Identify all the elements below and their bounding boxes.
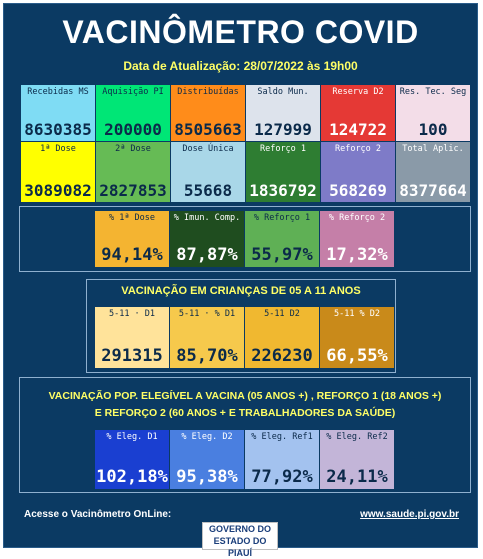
cell-label: 5-11 % D2 xyxy=(333,309,381,319)
children-d2-cell xyxy=(245,307,319,368)
cell-value: 77,92% xyxy=(251,467,313,487)
cell-value: 2827853 xyxy=(99,181,167,200)
received-ms-cell xyxy=(21,85,95,141)
cell-value: 291315 xyxy=(101,346,163,366)
cell-label: Reforço 2 xyxy=(334,144,382,154)
logo-line-1: GOVERNO DO xyxy=(208,524,271,534)
children-panel-title: VACINAÇÃO EM CRIANÇAS DE 05 A 11 ANOS xyxy=(121,285,361,297)
government-logo xyxy=(202,522,278,558)
cell-label: 5-11 D2 xyxy=(264,309,300,319)
cell-label: 1ª Dose xyxy=(40,144,76,154)
booster-1-percent-cell xyxy=(245,211,319,267)
cell-value: 8505663 xyxy=(174,120,242,139)
eligible-title-line-1: VACINAÇÃO POP. ELEGÍVEL A VACINA (05 ANOS +) , REFORÇO 1 (18 ANOS +) xyxy=(48,390,442,402)
website-link[interactable]: www.saude.pi.gov.br xyxy=(360,509,459,520)
cell-value: 24,11% xyxy=(326,467,388,487)
cell-label: 5-11 · D1 xyxy=(108,309,156,319)
cell-label: 5-11 · % D1 xyxy=(178,309,236,319)
cell-label: % Eleg. Ref2 xyxy=(326,432,388,442)
single-dose-cell xyxy=(171,142,245,202)
children-d2-percent-cell xyxy=(320,307,394,368)
cell-value: 66,55% xyxy=(326,346,388,366)
cell-label: % Eleg. D1 xyxy=(106,432,158,442)
cell-value: 3089082 xyxy=(24,181,92,200)
cell-value: 17,32% xyxy=(326,245,388,265)
cell-label: Saldo Mun. xyxy=(257,87,309,97)
cell-value: 1836792 xyxy=(249,181,317,200)
cell-label: Dose Única xyxy=(182,144,234,154)
logo-line-2: ESTADO DO PIAUÍ xyxy=(213,536,267,558)
cell-value: 127999 xyxy=(254,120,312,139)
online-access-text: Acesse o Vacinômetro OnLine: xyxy=(24,509,172,520)
eligible-d2-cell xyxy=(170,430,244,489)
cell-value: 102,18% xyxy=(96,467,168,487)
cell-label: Distribuídas xyxy=(177,87,239,97)
eligible-d1-cell xyxy=(95,430,169,489)
first-dose-percent-cell xyxy=(95,211,169,267)
second-dose-cell xyxy=(96,142,170,202)
full-immunization-percent-cell xyxy=(170,211,244,267)
total-applied-cell xyxy=(396,142,470,202)
cell-label: % Eleg. Ref1 xyxy=(251,432,313,442)
children-d1-cell xyxy=(95,307,169,368)
eligible-ref1-cell xyxy=(245,430,319,489)
cell-label: % Reforço 2 xyxy=(328,213,386,223)
children-d1-percent-cell xyxy=(170,307,244,368)
distributed-cell xyxy=(171,85,245,141)
cell-value: 8630385 xyxy=(24,120,92,139)
cell-value: 85,70% xyxy=(176,346,238,366)
vacinometro-board xyxy=(3,3,478,558)
municipal-balance-cell xyxy=(246,85,320,141)
cell-value: 55668 xyxy=(183,181,233,200)
cell-label: Recebidas MS xyxy=(27,87,89,97)
cell-value: 124722 xyxy=(329,120,387,139)
cell-label: Total Aplic. xyxy=(402,144,464,154)
cell-label: Aquisição PI xyxy=(102,87,164,97)
cell-value: 226230 xyxy=(251,346,313,366)
first-dose-cell xyxy=(21,142,95,202)
cell-value: 100 xyxy=(418,120,448,139)
acquisition-pi-cell xyxy=(96,85,170,141)
cell-label: 2ª Dose xyxy=(115,144,151,154)
cell-value: 200000 xyxy=(104,120,162,139)
cell-label: % Eleg. D2 xyxy=(181,432,233,442)
cell-value: 87,87% xyxy=(176,245,238,265)
eligible-ref2-cell xyxy=(320,430,394,489)
cell-value: 55,97% xyxy=(251,245,313,265)
booster-1-cell xyxy=(246,142,320,202)
page-title: VACINÔMETRO COVID xyxy=(62,14,419,50)
cell-value: 94,14% xyxy=(101,245,163,265)
cell-value: 8377664 xyxy=(399,181,467,200)
cell-label: Res. Tec. Seg xyxy=(399,87,467,97)
technical-reserve-cell xyxy=(396,85,470,141)
cell-label: Reserva D2 xyxy=(332,87,384,97)
cell-label: % Imun. Comp. xyxy=(173,213,241,223)
cell-value: 568269 xyxy=(329,181,387,200)
reserve-d2-cell xyxy=(321,85,395,141)
update-date: Data de Atualização: 28/07/2022 às 19h00 xyxy=(123,59,358,73)
cell-label: % 1ª Dose xyxy=(108,213,156,223)
cell-label: % Reforço 1 xyxy=(253,213,311,223)
booster-2-percent-cell xyxy=(320,211,394,267)
booster-2-cell xyxy=(321,142,395,202)
cell-value: 95,38% xyxy=(176,467,238,487)
cell-label: Reforço 1 xyxy=(259,144,307,154)
eligible-title-line-2: E REFORÇO 2 (60 ANOS + E TRABALHADORES DA SAÚDE) xyxy=(94,407,396,419)
